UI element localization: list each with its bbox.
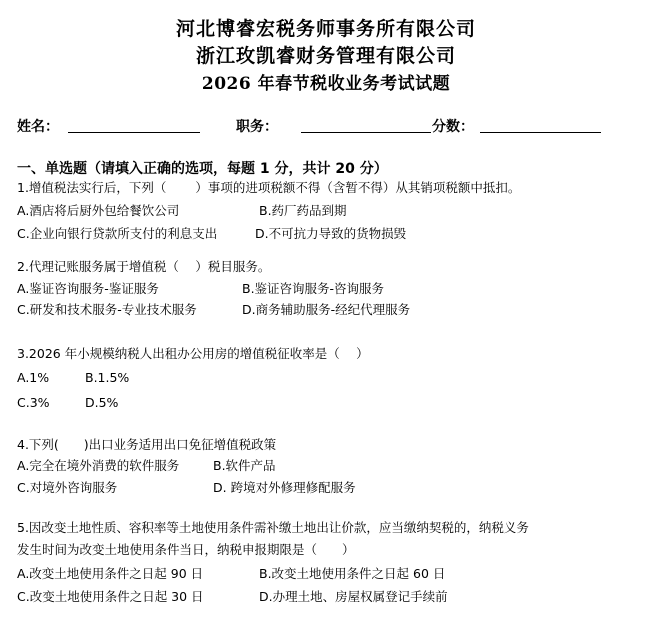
question-4-option-c: C.对境外咨询服务 xyxy=(17,480,118,495)
name-label: 姓名： xyxy=(17,119,59,135)
score-field[interactable] xyxy=(480,132,601,133)
question-3-option-d: D.5% xyxy=(85,395,119,410)
question-5-option-d: D.办理土地、房屋权属登记手续前 xyxy=(259,589,448,604)
question-2-option-a: A.鉴证咨询服务-鉴证服务 xyxy=(17,281,159,296)
question-1-option-c: C.企业向银行贷款所支付的利息支出 xyxy=(17,226,218,241)
company-name-2: 浙江玫凯睿财务管理有限公司 xyxy=(195,45,456,67)
question-3-stem: 3.2026 年小规模纳税人出租办公用房的增值税征收率是（ ） xyxy=(17,346,369,361)
question-5-option-a: A.改变土地使用条件之日起 90 日 xyxy=(17,566,204,581)
exam-title: 2026 年春节税收业务考试试题 xyxy=(201,74,451,94)
question-5-stem-line-1: 5.因改变土地性质、容积率等土地使用条件需补缴土地出让价款，应当缴纳契税的，纳税义务 xyxy=(17,520,529,535)
score-label: 分数： xyxy=(432,119,474,135)
question-4-stem: 4.下列( )出口业务适用出口免征增值税政策 xyxy=(17,437,277,452)
section-title: 一、单选题（请填入正确的选项，每题 1 分，共计 20 分） xyxy=(17,161,388,177)
question-2-option-d: D.商务辅助服务-经纪代理服务 xyxy=(242,302,411,317)
question-2-stem: 2.代理记账服务属于增值税（ ）税目服务。 xyxy=(17,259,271,274)
question-4-option-b: B.软件产品 xyxy=(213,458,276,473)
question-1-option-a: A.酒店将后厨外包给餐饮公司 xyxy=(17,203,180,218)
company-name-1: 河北博睿宏税务师事务所有限公司 xyxy=(175,18,476,40)
question-2-option-c: C.研发和技术服务-专业技术服务 xyxy=(17,302,197,317)
question-3-option-a: A.1% xyxy=(17,370,50,385)
question-4-option-a: A.完全在境外消费的软件服务 xyxy=(17,458,180,473)
question-2-option-b: B.鉴证咨询服务-咨询服务 xyxy=(242,281,385,296)
question-5-stem-line-2: 发生时间为改变土地使用条件当日，纳税申报期限是（ ） xyxy=(17,542,355,557)
question-5-option-c: C.改变土地使用条件之日起 30 日 xyxy=(17,589,204,604)
question-1-option-b: B.药厂药品到期 xyxy=(259,203,347,218)
question-5-option-b: B.改变土地使用条件之日起 60 日 xyxy=(259,566,446,581)
candidate-info-row xyxy=(0,116,652,136)
question-1-option-d: D.不可抗力导致的货物损毁 xyxy=(255,226,407,241)
question-1-stem: 1.增值税法实行后，下列（ ）事项的进项税额不得（含暂不得）从其销项税额中抵扣。 xyxy=(17,180,521,195)
name-field[interactable] xyxy=(68,132,200,133)
position-field[interactable] xyxy=(301,132,431,133)
question-3-option-b: B.1.5% xyxy=(85,370,130,385)
position-label: 职务： xyxy=(236,119,278,135)
question-4-option-d: D. 跨境对外修理修配服务 xyxy=(213,480,356,495)
question-3-option-c: C.3% xyxy=(17,395,50,410)
